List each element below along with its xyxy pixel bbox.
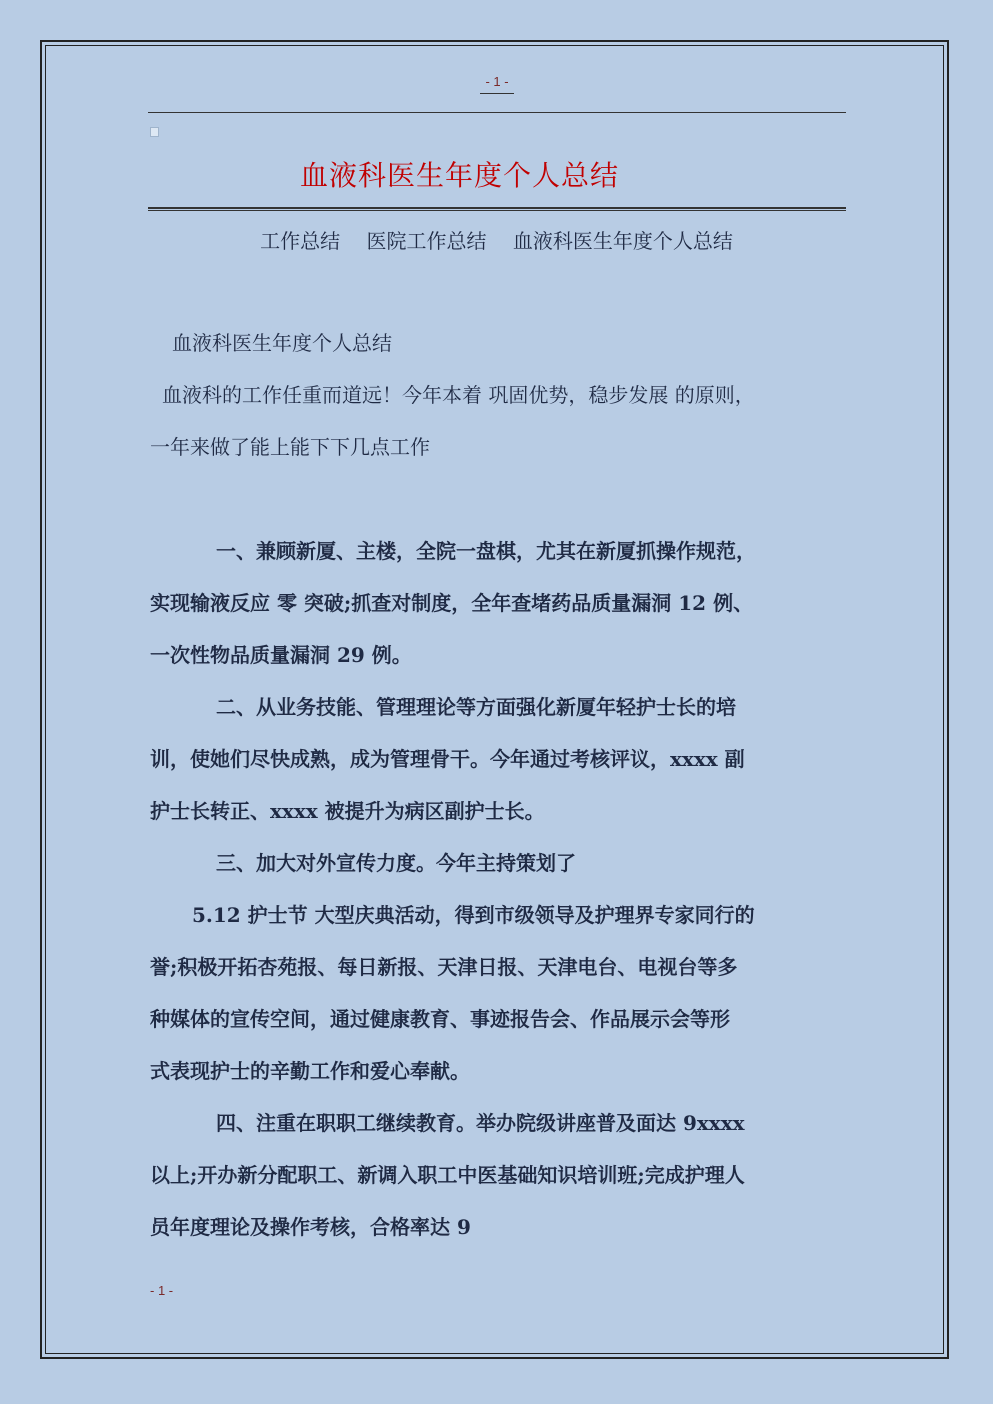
paragraph-line: 三、加大对外宣传力度。今年主持策划了 [216,851,576,875]
tag-list [0,225,993,254]
tag-item[interactable]: 医院工作总结 [366,229,487,253]
document-title: 血液科医生年度个人总结 [300,159,620,192]
tag-item[interactable]: 血液科医生年度个人总结 [512,229,733,253]
page-number-top: - 1 - [480,74,514,94]
paragraph-line: 一年来做了能上能下下几点工作 [150,435,430,459]
paragraph-line: 以上;开办新分配职工、新调入职工中医基础知识培训班;完成护理人 [150,1163,745,1187]
title-double-rule [148,207,846,211]
paragraph-line: 血液科的工作任重而道远！今年本着 巩固优势，稳步发展 的原则， [162,383,755,407]
paragraph-line: 护士长转正、xxxx 被提升为病区副护士长。 [150,799,545,823]
paragraph-line: 员年度理论及操作考核，合格率达 9 [150,1215,471,1239]
paragraph-line: 一次性物品质量漏洞 29 例。 [150,643,412,667]
paragraph-line: 四、注重在职职工继续教育。举办院级讲座普及面达 9xxxx [216,1111,745,1135]
body-heading: 血液科医生年度个人总结 [172,331,392,355]
tag-item[interactable]: 工作总结 [260,229,341,253]
document-icon [150,127,159,137]
paragraph-line: 实现输液反应 零 突破;抓查对制度，全年查堵药品质量漏洞 12 例、 [150,591,754,615]
paragraph-line: 二、从业务技能、管理理论等方面强化新厦年轻护士长的培 [216,695,736,719]
paragraph-line: 训，使她们尽快成熟，成为管理骨干。今年通过考核评议，xxxx 副 [150,747,745,771]
page-number-bottom: - 1 - [150,1283,174,1298]
paragraph-line: 5.12 护士节 大型庆典活动，得到市级领导及护理界专家同行的 [192,903,755,927]
paragraph-line: 誉;积极开拓杏苑报、每日新报、天津日报、天津电台、电视台等多 [150,955,738,979]
paragraph-line: 式表现护士的辛勤工作和爱心奉献。 [150,1059,470,1083]
header-rule [148,112,846,113]
paragraph-line: 种媒体的宣传空间，通过健康教育、事迹报告会、作品展示会等形 [150,1007,730,1031]
paragraph-line: 一、兼顾新厦、主楼，全院一盘棋，尤其在新厦抓操作规范， [216,539,756,563]
